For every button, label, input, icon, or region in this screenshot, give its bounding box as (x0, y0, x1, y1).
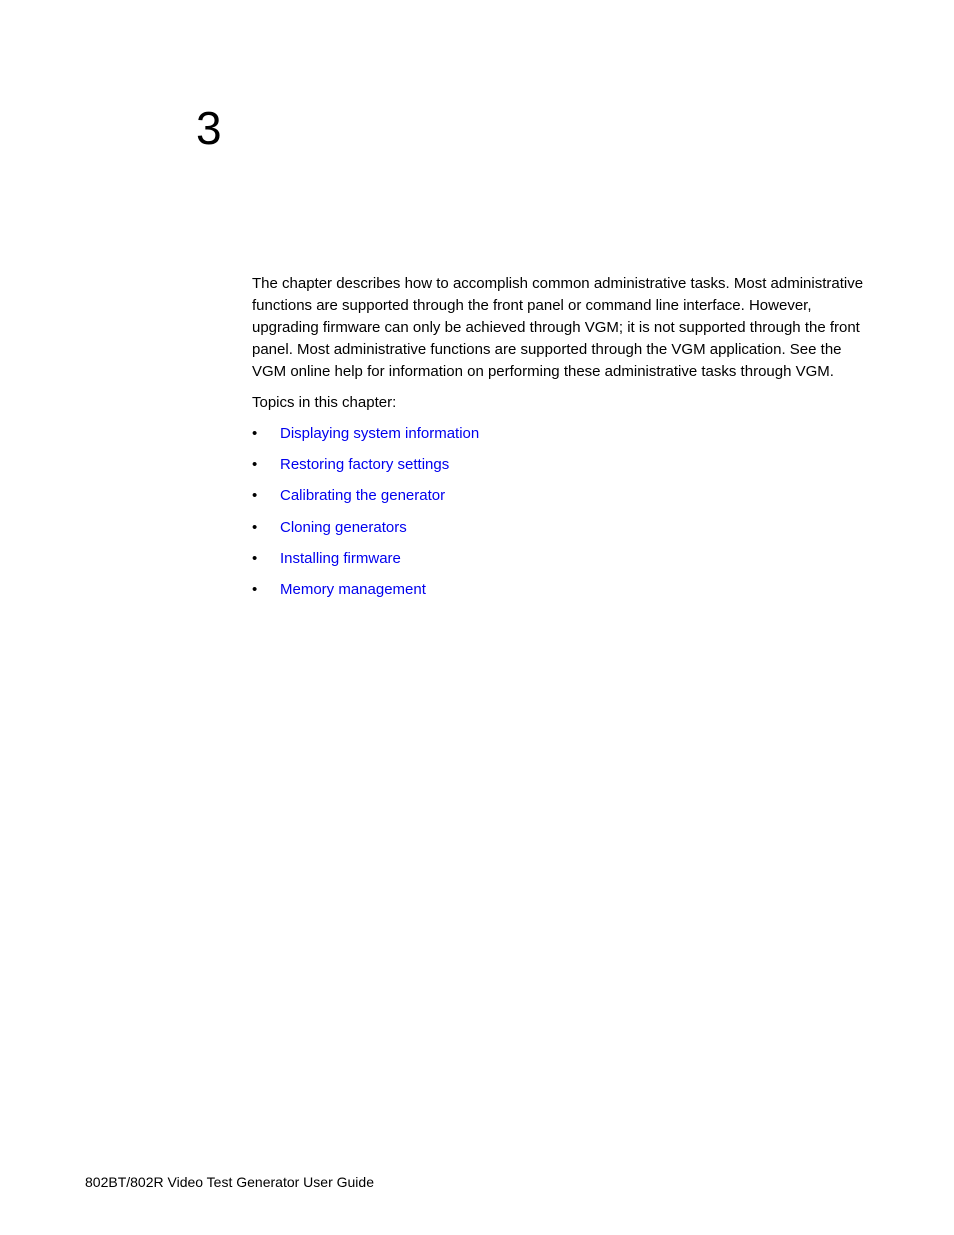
bullet-icon: • (252, 549, 258, 567)
list-item (252, 485, 872, 507)
bullet-icon: • (252, 580, 258, 598)
topic-link-displaying-system-information[interactable]: Displaying system information (280, 425, 480, 442)
list-item (252, 454, 872, 476)
topics-label: Topics in this chapter: (252, 394, 397, 411)
bullet-icon: • (252, 487, 258, 505)
list-item (252, 548, 872, 570)
bullet-icon: • (252, 456, 258, 474)
list-item (252, 579, 872, 601)
intro-paragraph: The chapter describes how to accomplish common administrative tasks. Most administrative functions are supported through the front panel or command line interface. However, upgrading firmware can only be achieved through VGM; it is not supported through the front panel. Most administrative functions are supported through the VGM application. See the VGM online help for information on performing these administrative tasks through VGM. (252, 275, 864, 380)
topic-link-installing-firmware[interactable]: Installing firmware (280, 549, 401, 567)
bullet-icon: • (252, 518, 258, 536)
bullet-icon: • (252, 425, 258, 442)
list-item (252, 517, 872, 539)
chapter-body (252, 273, 872, 610)
topic-link-cloning-generators[interactable]: Cloning generators (280, 518, 407, 536)
page-footer: 802BT/802R Video Test Generator User Guide (85, 1174, 374, 1190)
list-item (252, 423, 872, 445)
topic-list (252, 423, 872, 601)
topic-link-memory-management[interactable]: Memory management (280, 580, 426, 598)
topic-link-calibrating-the-generator[interactable]: Calibrating the generator (280, 487, 446, 505)
chapter-number: 3 (196, 102, 222, 154)
topic-link-restoring-factory-settings[interactable]: Restoring factory settings (280, 456, 450, 474)
